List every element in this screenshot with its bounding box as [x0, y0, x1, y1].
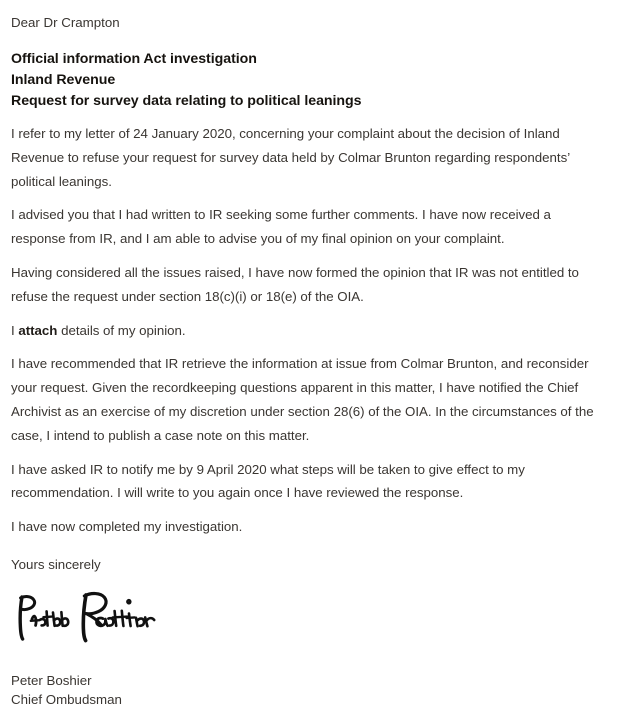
- closing-salutation: Yours sincerely: [11, 556, 101, 572]
- para-attachment: [11, 319, 608, 343]
- para-deadline: [11, 458, 608, 506]
- paragraph-text: I refer to my letter of 24 January 2020, concerning your complaint about the decision of Inland Revenue to refuse your request for survey data held by Colmar Brunton regarding respondents’ political leanings.: [11, 126, 570, 189]
- letter-heading-group: [11, 49, 608, 112]
- signatory-name: Peter Boshier: [11, 672, 92, 688]
- signature-block: [13, 589, 608, 663]
- paragraph-text: I have recommended that IR retrieve the information at issue from Colmar Brunton, and reconsider your request. Given the recordkeeping questions apparent in this matter, I have notified the Chief Archivist as an exercise of my discretion under section 28(6) of the OIA. In the circumstances of the case, I intend to publish a case note on this matter.: [11, 356, 594, 443]
- letter-body: [11, 122, 608, 539]
- paragraph-text: I: [11, 322, 19, 338]
- para-opinion: [11, 261, 608, 309]
- paragraph-text: I have now completed my investigation.: [11, 519, 243, 535]
- paragraph-text: Having considered all the issues raised, I have now formed the opinion that IR was not entitled to refuse the request under section 18(c)(i) or 18(e) of the OIA.: [11, 264, 579, 304]
- paragraph-text: I have asked IR to notify me by 9 April 2020 what steps will be taken to give effect to my recommendation. I will write to you again once I have reviewed the response.: [11, 461, 525, 501]
- para-recommendation: [11, 352, 608, 447]
- para-reference: [11, 122, 608, 193]
- handwritten-signature-icon: [13, 589, 193, 651]
- heading-agency: Inland Revenue: [11, 72, 116, 88]
- signatory-block: [11, 671, 608, 709]
- signatory-title: Chief Ombudsman: [11, 691, 122, 707]
- heading-subject-act: Official information Act investigation: [11, 51, 257, 67]
- para-advice: [11, 203, 608, 251]
- heading-request-topic: Request for survey data relating to political leanings: [11, 93, 362, 109]
- salutation: Dear Dr Crampton: [11, 15, 120, 30]
- paragraph-text: details of my opinion.: [57, 322, 186, 338]
- para-completion: [11, 515, 608, 539]
- paragraph-text: I advised you that I had written to IR seeking some further comments. I have now received a response from IR, and I am able to advise you of my final opinion on your complaint.: [11, 207, 551, 247]
- emphasis-text: attach: [18, 322, 58, 338]
